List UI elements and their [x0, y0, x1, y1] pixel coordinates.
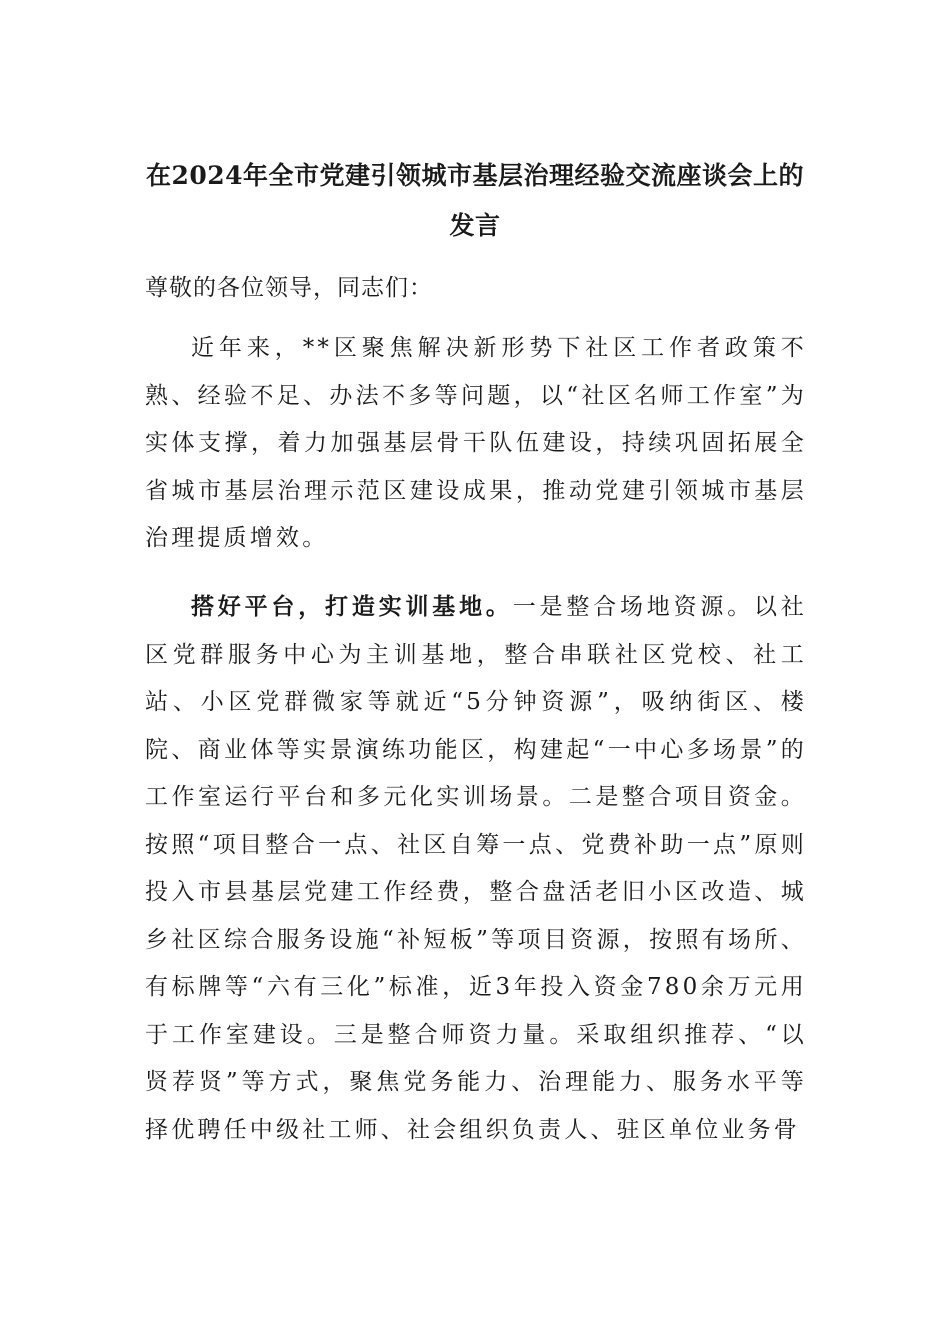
paragraph-body: 一是整合场地资源。以社区党群服务中心为主训基地，整合串联社区党校、社工站、小区党群微家等就近“5分钟资源”，吸纳街区、楼院、商业体等实景演练功能区，构建起“一中心多场景”的工作室运行平台和多元化实训场景。二是整合项目资金。按照“项目整合一点、社区自筹一点、党费补助一点”原则投入市县基层党建工作经费，整合盘活老旧小区改造、城乡社区综合服务设施“补短板”等项目资源，按照有场所、有标牌等“六有三化”标准，近3年投入资金780余万元用于工作室建设。三是整合师资力量。采取组织推荐、“以贤荐贤”等方式，聚焦党务能力、治理能力、服务水平等择优聘任中级社工师、社会组织负责人、驻区单位业务骨	[145, 594, 808, 1143]
paragraph-intro: 近年来，**区聚焦解决新形势下社区工作者政策不熟、经验不足、办法不多等问题，以“社区名师工作室”为实体支撑，着力加强基层骨干队伍建设，持续巩固拓展全省城市基层治理示范区建设成果，推动党建引领城市基层治理提质增效。	[145, 335, 807, 551]
document-title-line-2: 发言	[449, 211, 501, 240]
greeting: 尊敬的各位领导，同志们：	[145, 275, 433, 301]
document-title-line-1: 在2024年全市党建引领城市基层治理经验交流座谈会上的	[145, 161, 805, 190]
paragraph-platform	[145, 583, 807, 1154]
paragraph-lead-heading: 搭好平台，打造实训基地。	[191, 593, 513, 620]
